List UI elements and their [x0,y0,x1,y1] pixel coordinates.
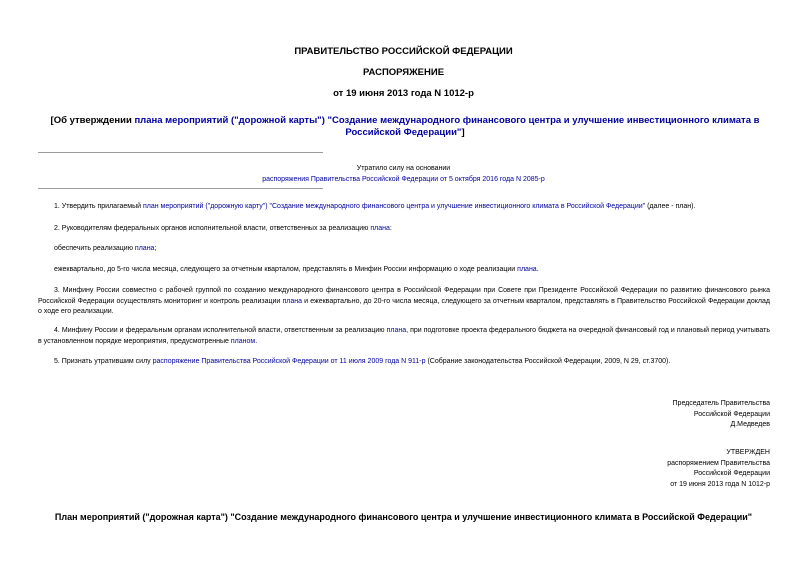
paragraph-4-plan-link[interactable]: плана [386,327,407,334]
approval-block [667,448,770,490]
title-prefix: [Об утверждении [50,115,135,126]
title-plan-link[interactable]: плана мероприятий ("дорожной карты") "Создание международного финансового центра и улучшение инвестиционного климата в Российской Федерации" [134,115,760,138]
paragraph-1-suffix: (далее - план). [645,203,696,210]
document-type: РАСПОРЯЖЕНИЕ [362,67,445,78]
paragraph-5-text: 5. Признать утратившим силу [54,358,153,365]
document-title [40,115,770,139]
paragraph-2a-suffix: ; [154,245,157,252]
paragraph-5-order-link[interactable]: распоряжение Правительства Российской Федерации от 11 июля 2009 года N 911-р [152,358,426,365]
paragraph-2b [38,265,770,276]
approval-status: УТВЕРЖДЕН [726,449,770,456]
status-note-link[interactable]: распоряжения Правительства Российской Федерации от 5 октября 2016 года N 2085-р [262,176,545,183]
paragraph-2a-plan-link[interactable]: плана [134,245,155,252]
divider-top [38,152,323,153]
document-date-number: от 19 июня 2013 года N 1012-р [333,88,474,99]
title-suffix: ] [461,127,465,138]
paragraph-1 [38,202,770,213]
signature-country: Российской Федерации [693,410,770,418]
approval-country: Российской Федерации [693,470,770,477]
paragraph-4-middle: , при подготовке проекта федерального бюджета на очередной финансовый год и плановый период учитывать в установленном порядке мероприятия, предусмотренные [38,327,770,345]
paragraph-4-text: 4. Минфину России и федеральным органам исполнительной власти, ответственным за реализацию [54,327,387,334]
paragraph-3-text: 3. Минфину России совместно с рабочей группой по созданию международного финансового центра в Российской Федерации при Совете при Президенте Российской Федерации по развитию финансового рынка Российской Федерации осуществлять мониторинг и контроль реализации [38,287,770,305]
paragraph-2a [38,244,770,255]
paragraph-2-suffix: : [389,225,392,232]
signature-position: Председатель Правительства [672,400,770,407]
paragraph-5-suffix: (Собрание законодательства Российской Федерации, 2009, N 29, ст.3700). [425,358,671,365]
paragraph-2-plan-link[interactable]: плана [370,225,390,232]
status-note-text: Утратило силу на основании [356,165,451,172]
paragraph-2b-plan-link[interactable]: плана [517,266,537,273]
paragraph-2 [38,224,770,235]
paragraph-4 [38,326,770,347]
approval-by: распоряжением Правительства [667,459,770,467]
paragraph-2a-text: обеспечить реализацию [54,245,135,252]
approval-date: от 19 июня 2013 года N 1012-р [670,480,770,488]
paragraph-3 [38,286,770,318]
paragraph-2-text: 2. Руководителям федеральных органов исполнительной власти, ответственных за реализацию [54,225,371,232]
signature-block [673,399,770,431]
signature-name: Д.Медведев [730,421,770,428]
paragraph-2b-text: ежеквартально, до 5-го числа месяца, следующего за отчетным кварталом, представлять в Минфин России информацию о ходе реализации [54,266,518,273]
divider-bottom [38,188,323,189]
paragraph-5 [38,357,770,368]
plan-title: План мероприятий ("дорожная карта") "Создание международного финансового центра и улучшение инвестиционного климата в Российской Федерации" [54,512,753,522]
status-note [0,163,807,185]
government-heading: ПРАВИТЕЛЬСТВО РОССИЙСКОЙ ФЕДЕРАЦИИ [294,46,513,57]
paragraph-4-planom-link[interactable]: планом [230,337,256,345]
paragraph-4-suffix: . [255,337,258,345]
paragraph-1-plan-link[interactable]: план мероприятий ("дорожную карту") "Создание международного финансового центра и улучшение инвестиционного климата в Российской Федерации" [142,203,646,210]
paragraph-3-suffix: и ежеквартально, до 20-го числа месяца, следующего за отчетным кварталом, представлять в Правительство Российской Федерации доклад о ходе его реализации. [38,297,770,315]
paragraph-1-text: 1. Утвердить прилагаемый [54,203,143,210]
paragraph-3-plan-link[interactable]: плана [282,297,302,305]
paragraph-2b-suffix: . [536,266,539,273]
